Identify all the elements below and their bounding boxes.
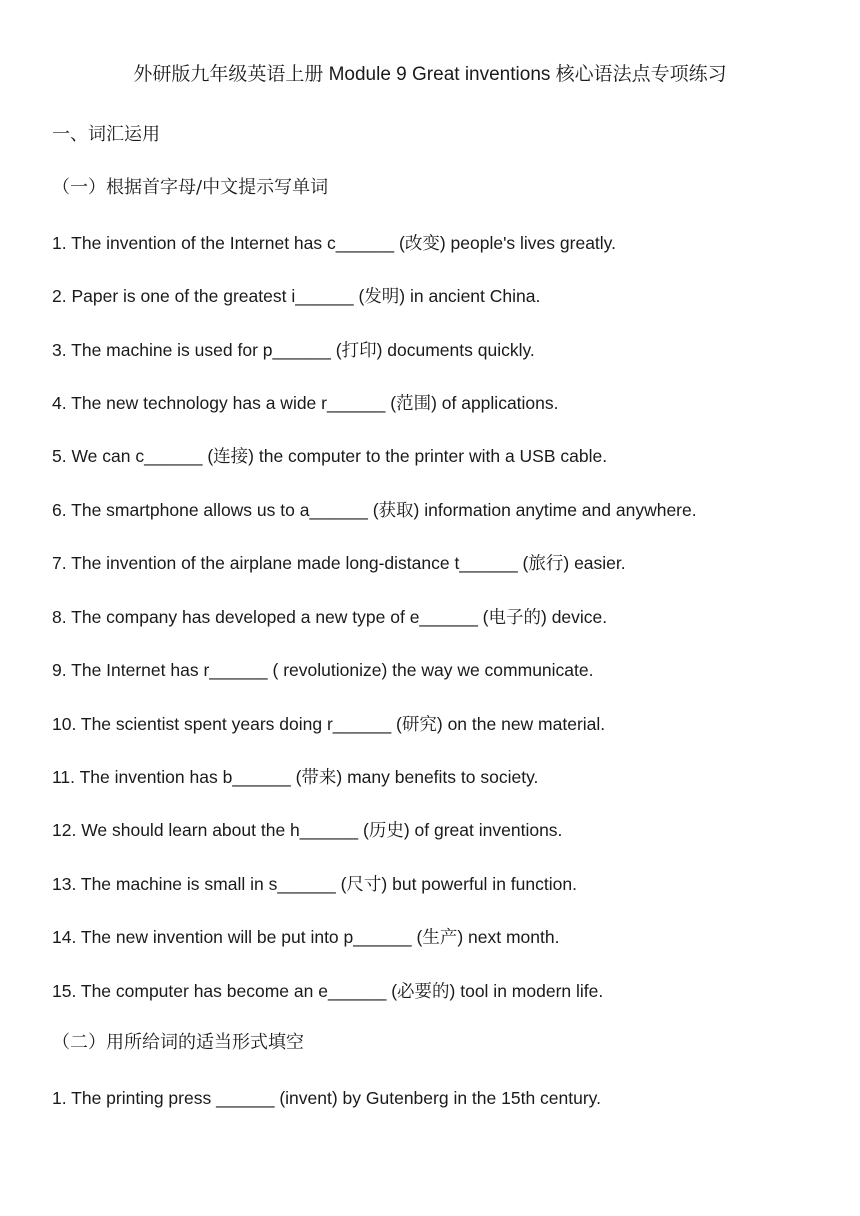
exercise-item: 13. The machine is small in s______ (尺寸) but powerful in function. [52, 874, 577, 894]
exercise-item: 1. The printing press ______ (invent) by Gutenberg in the 15th century. [52, 1088, 601, 1108]
exercise-item: 10. The scientist spent years doing r______ (研究) on the new material. [52, 714, 606, 734]
exercise-item: 14. The new invention will be put into p______ (生产) next month. [52, 927, 560, 947]
exercise-item: 12. We should learn about the h______ (历史) of great inventions. [52, 820, 563, 840]
exercise-item: 4. The new technology has a wide r______ (范围) of applications. [52, 393, 559, 413]
subsection-heading-spelling: （一）根据首字母/中文提示写单词 [52, 177, 329, 198]
exercise-item: 15. The computer has become an e______ (必要的) tool in modern life. [52, 981, 604, 1001]
exercise-item: 5. We can c______ (连接) the computer to the printer with a USB cable. [52, 446, 608, 466]
exercise-item: 11. The invention has b______ (带来) many benefits to society. [52, 767, 539, 787]
exercise-item: 9. The Internet has r______ ( revolutionize) the way we communicate. [52, 660, 594, 680]
exercise-item: 2. Paper is one of the greatest i______ (发明) in ancient China. [52, 286, 541, 306]
document-title: 外研版九年级英语上册 Module 9 Great inventions 核心语法点专项练习 [133, 64, 727, 85]
subsection-heading-word-forms: （二）用所给词的适当形式填空 [52, 1032, 304, 1053]
section-heading-vocabulary: 一、词汇运用 [52, 124, 160, 145]
exercise-item: 7. The invention of the airplane made long-distance t______ (旅行) easier. [52, 553, 626, 573]
exercise-item: 6. The smartphone allows us to a______ (获取) information anytime and anywhere. [52, 500, 697, 520]
exercise-item: 1. The invention of the Internet has c______ (改变) people's lives greatly. [52, 233, 616, 253]
exercise-item: 3. The machine is used for p______ (打印) documents quickly. [52, 340, 535, 360]
exercise-item: 8. The company has developed a new type of e______ (电子的) device. [52, 607, 608, 627]
